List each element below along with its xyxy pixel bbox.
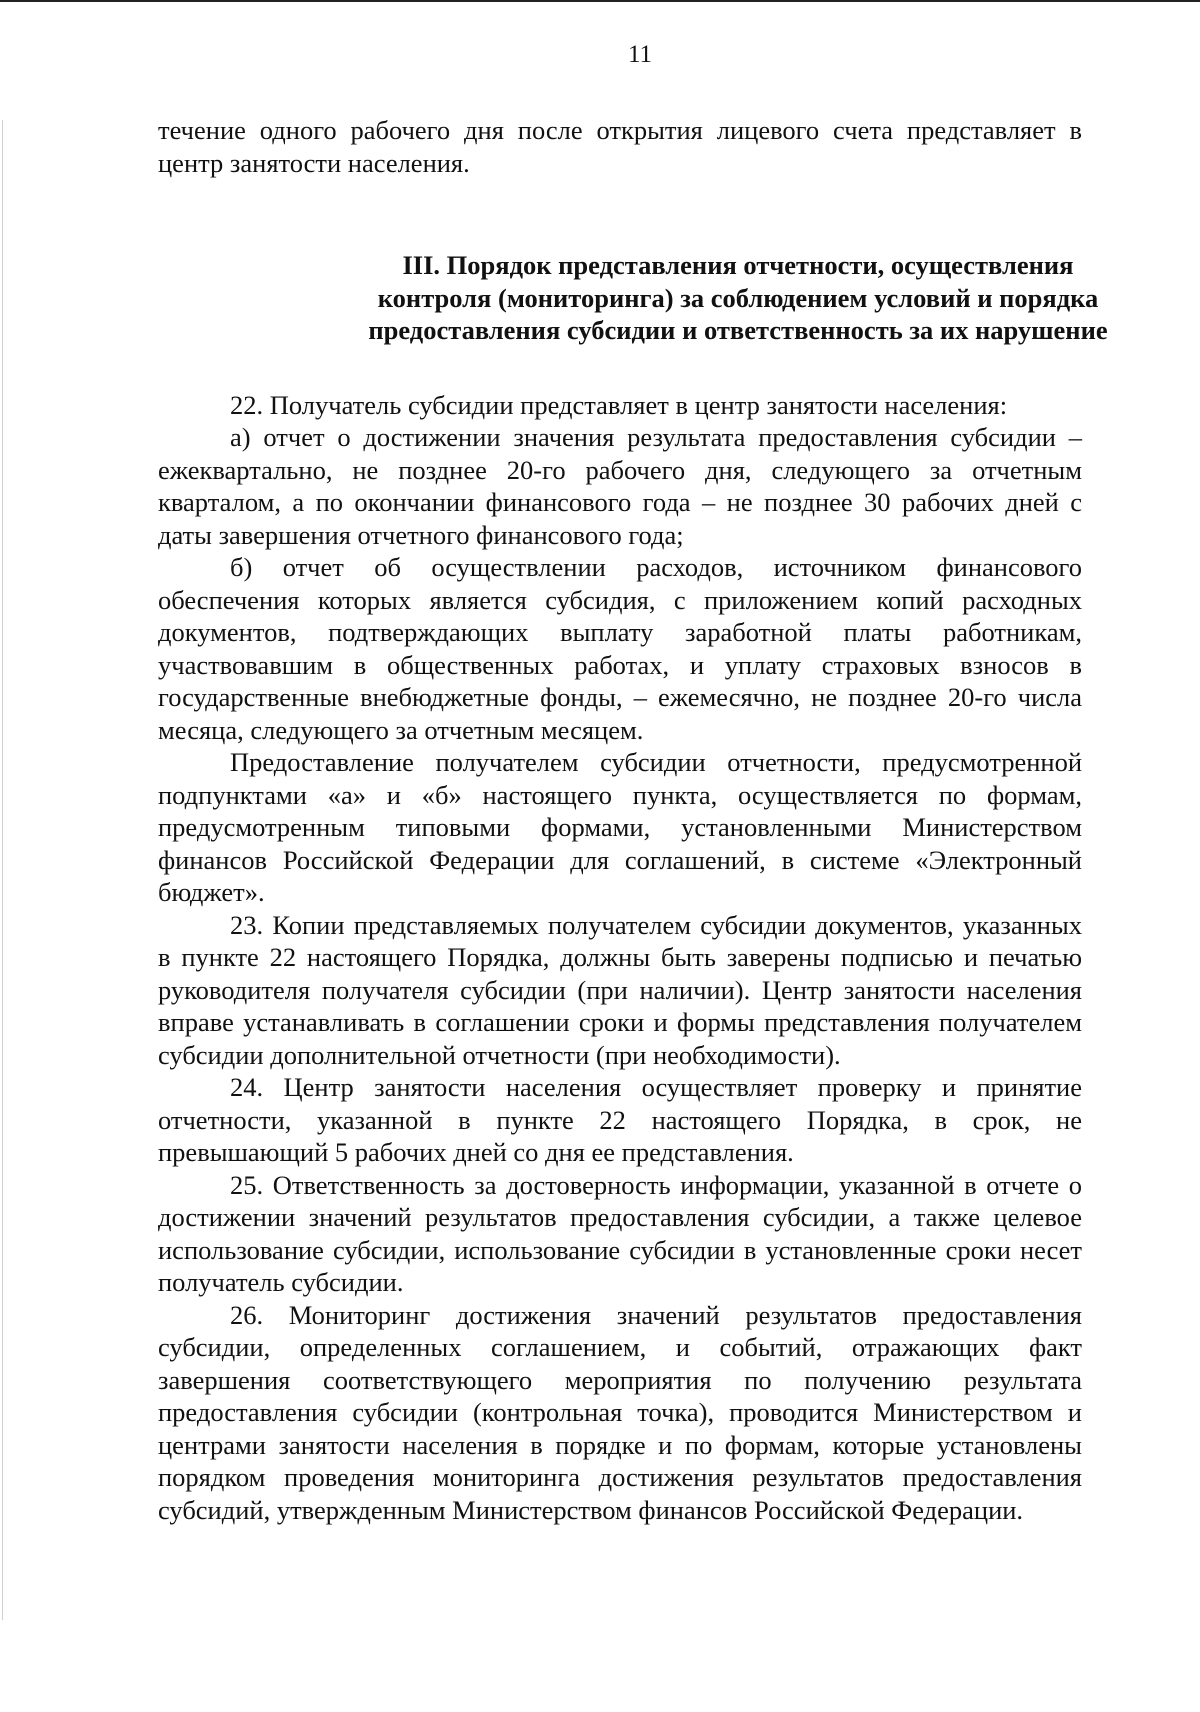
paragraph-24: 24. Центр занятости населения осуществляет проверку и принятие отчетности, указанной в пункте 22 настоящего Порядка, в срок, не превышающий 5 рабочих дней со дня ее представления. bbox=[158, 1072, 1082, 1167]
scan-top-edge bbox=[0, 0, 1200, 2]
paragraph-25: 25. Ответственность за достоверность информации, указанной в отчете о достижении значений результатов предоставления субсидии, а также целевое использование субсидии, использование субсидии в установленные сроки несет получатель субсидии. bbox=[158, 1169, 1082, 1297]
section-heading-line: контроля (мониторинга) за соблюдением условий и порядка bbox=[377, 282, 1099, 313]
section-heading-line: III. Порядок представления отчетности, осуществления bbox=[402, 250, 1074, 280]
document-body bbox=[158, 114, 1108, 1526]
page-number: 11 bbox=[627, 41, 653, 68]
paragraph-22b: б) отчет об осуществлении расходов, источником финансового обеспечения которых является субсидия, с приложением копий расходных документов, подтверждающих выплату заработной платы работникам, участвовавшим в общественных работах, и уплату страховых взносов в государственные внебюджетные фонды, – ежемесячно, не позднее 20-го числа месяца, следующего за отчетным месяцем. bbox=[158, 552, 1082, 745]
section-heading-line: предоставления субсидии и ответственность за их нарушение bbox=[368, 315, 1108, 345]
scan-left-edge bbox=[2, 120, 3, 1620]
intro-paragraph: течение одного рабочего дня после открытия лицевого счета представляет в центр занятости населения. bbox=[158, 115, 1082, 178]
paragraph-26: 26. Мониторинг достижения значений результатов предоставления субсидии, определенных соглашением, и событий, отражающих факт завершения соответствующего мероприятия по получению результата предоставления субсидии (контрольная точка), проводится Министерством и центрами занятости населения в порядке и по формам, которые установлены порядком проведения мониторинга достижения результатов предоставления субсидий, утвержденным Министерством финансов Российской Федерации. bbox=[158, 1299, 1082, 1525]
paragraph-22a: а) отчет о достижении значения результата предоставления субсидии – ежеквартально, не позднее 20-го рабочего дня, следующего за отчетным кварталом, а по окончании финансового года – не позднее 30 рабочих дней с даты завершения отчетного финансового года; bbox=[158, 422, 1082, 550]
paragraph-23: 23. Копии представляемых получателем субсидии документов, указанных в пункте 22 настоящего Порядка, должны быть заверены подписью и печатью руководителя получателя субсидии (при наличии). Центр занятости населения вправе устанавливать в соглашении сроки и формы представления получателем субсидии дополнительной отчетности (при необходимости). bbox=[158, 909, 1082, 1070]
paragraph-22: 22. Получатель субсидии представляет в центр занятости населения: bbox=[230, 389, 1008, 420]
paragraph-22c: Предоставление получателем субсидии отчетности, предусмотренной подпунктами «а» и «б» настоящего пункта, осуществляется по формам, предусмотренным типовыми формами, установленными Министерством финансов Российской Федерации для соглашений, в системе «Электронный бюджет». bbox=[158, 747, 1082, 907]
section-heading bbox=[238, 249, 1200, 347]
